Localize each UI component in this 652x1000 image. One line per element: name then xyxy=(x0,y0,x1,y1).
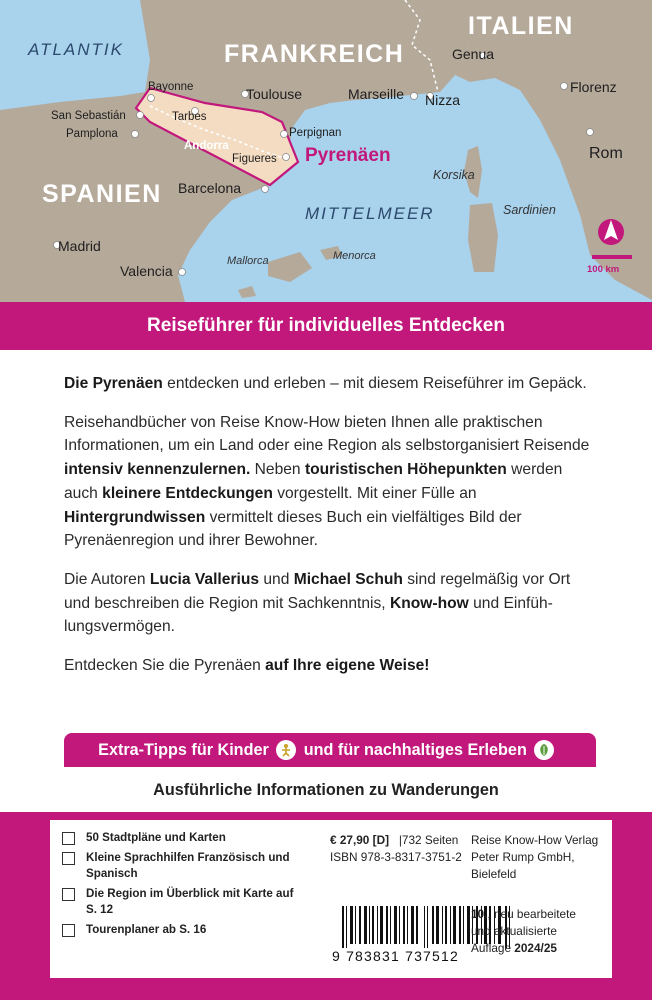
city-barcelona: Barcelona xyxy=(178,180,242,196)
publisher-name: Reise Know-How Verlag xyxy=(471,833,599,847)
page-count: |732 Seiten xyxy=(398,833,459,847)
city-madrid: Madrid xyxy=(58,238,101,254)
paragraph-3 xyxy=(64,568,596,639)
paragraph-1 xyxy=(64,372,596,396)
paragraph-2 xyxy=(64,411,596,553)
extras-banner xyxy=(64,733,596,767)
list-item xyxy=(62,886,302,918)
barcode-digits: 9 783831 737512 xyxy=(332,948,542,964)
city-pamplona: Pamplona xyxy=(66,128,118,140)
edition-block xyxy=(471,906,576,957)
city-figueres: Figueres xyxy=(232,153,277,165)
text: Die Autoren xyxy=(64,570,150,588)
city-florenz: Florenz xyxy=(570,79,617,95)
text-bold: Michael Schuh xyxy=(293,570,403,588)
city-marseille: Marseille xyxy=(348,86,405,102)
extras-text-1: Extra-Tipps für Kinder xyxy=(98,740,269,759)
city-genua: Genua xyxy=(452,46,495,62)
text: vermittelt dieses Buch ein vielfältiges Bild der Pyrenäenregion und ihrer Bewohner. xyxy=(64,508,522,550)
text-bold: Die Pyrenäen xyxy=(64,375,163,392)
text: Reisehandbücher von Reise Know-How bieten Ihnen alle praktischen Informationen, um ein Land oder eine Region als selbstorganisiert Reisende xyxy=(64,413,590,455)
checkbox-icon xyxy=(62,852,75,865)
city-perpignan: Perpignan xyxy=(289,127,342,139)
list-item xyxy=(62,830,302,846)
text-bold: touristischen Höhepunkten xyxy=(304,461,507,479)
edition-text: und aktualisierte xyxy=(471,924,557,938)
feature-text: Tourenplaner ab S. 16 xyxy=(86,923,207,936)
text: Neben xyxy=(250,461,305,479)
label-atlantik: ATLANTIK xyxy=(28,40,124,59)
headline: Reiseführer für individuelles Entdecken xyxy=(0,302,652,350)
edition-year: 2024/25 xyxy=(514,941,557,955)
feature-text: Kleine Sprachhilfen Französisch und Spanisch xyxy=(86,851,290,880)
text: entdecken und erleben – mit diesem Reiseführer im Gepäck. xyxy=(162,375,587,392)
extras-text-2: und für nachhaltiges Erleben xyxy=(303,740,527,759)
checkbox-icon xyxy=(62,832,75,845)
text: und xyxy=(259,570,294,588)
label-italien: ITALIEN xyxy=(468,12,574,40)
text-bold: Know-how xyxy=(389,594,469,612)
price: € 27,90 [D] xyxy=(330,833,390,847)
publisher-address: Peter Rump GmbH, Bielefeld xyxy=(471,850,575,881)
list-item xyxy=(62,850,302,882)
text-bold: Lucia Vallerius xyxy=(149,570,260,588)
label-frankreich: FRANKREICH xyxy=(224,40,405,68)
checkbox-icon xyxy=(62,888,75,901)
region-label: Pyrenäen xyxy=(305,145,391,166)
label-spanien: SPANIEN xyxy=(42,180,162,208)
edition-text: Auflage xyxy=(471,941,515,955)
city-andorra: Andorra xyxy=(184,140,229,152)
scale-label: 100 km xyxy=(587,264,620,275)
city-valencia: Valencia xyxy=(120,263,173,279)
label-mittelmeer: MITTELMEER xyxy=(305,204,435,223)
city-san-sebastian: San Sebastián xyxy=(51,110,126,122)
edition-text: , neu bearbeitete xyxy=(487,907,576,921)
city-tarbes: Tarbes xyxy=(172,111,207,123)
island-menorca: Menorca xyxy=(333,250,376,262)
text: werden auch xyxy=(64,461,563,502)
text-bold: Hintergrundwissen xyxy=(64,508,206,526)
paragraph-4 xyxy=(64,654,596,678)
text-bold: kleinere Entdeckungen xyxy=(102,484,273,502)
hiking-banner: Ausführliche Informationen zu Wanderungen xyxy=(0,768,652,812)
list-item xyxy=(62,922,302,938)
leaf-icon xyxy=(534,740,554,760)
publisher-block xyxy=(471,832,612,883)
checkbox-icon xyxy=(62,924,75,937)
price-block xyxy=(330,832,462,866)
child-icon xyxy=(276,740,296,760)
island-korsika: Korsika xyxy=(433,168,475,182)
edition-number: 10. xyxy=(471,907,488,921)
island-mallorca: Mallorca xyxy=(227,255,269,267)
feature-text: Die Region im Überblick mit Karte auf S. 12 xyxy=(86,887,294,916)
body-text xyxy=(64,372,596,693)
feature-text: 50 Stadtpläne und Karten xyxy=(86,831,226,844)
text: Entdecken Sie die Pyrenäen xyxy=(64,657,266,675)
text: sind regelmäßig vor Ort und beschreiben die Region mit Sachkenntnis, xyxy=(64,570,571,612)
text: und Einfüh-lungsvermögen. xyxy=(64,594,553,636)
info-box xyxy=(50,820,612,978)
text: vorgestellt. Mit einer Fülle an xyxy=(272,484,477,502)
city-toulouse: Toulouse xyxy=(246,86,303,102)
map xyxy=(0,0,652,302)
island-sardinien: Sardinien xyxy=(503,203,556,217)
city-rom: Rom xyxy=(589,145,623,162)
text-bold: intensiv kennenzulernen. xyxy=(64,461,251,479)
feature-list xyxy=(62,830,302,942)
city-bayonne: Bayonne xyxy=(148,81,194,93)
text-bold: auf Ihre eigene Weise! xyxy=(265,657,430,675)
city-nizza: Nizza xyxy=(425,92,461,108)
isbn: ISBN 978-3-8317-3751-2 xyxy=(330,850,462,864)
